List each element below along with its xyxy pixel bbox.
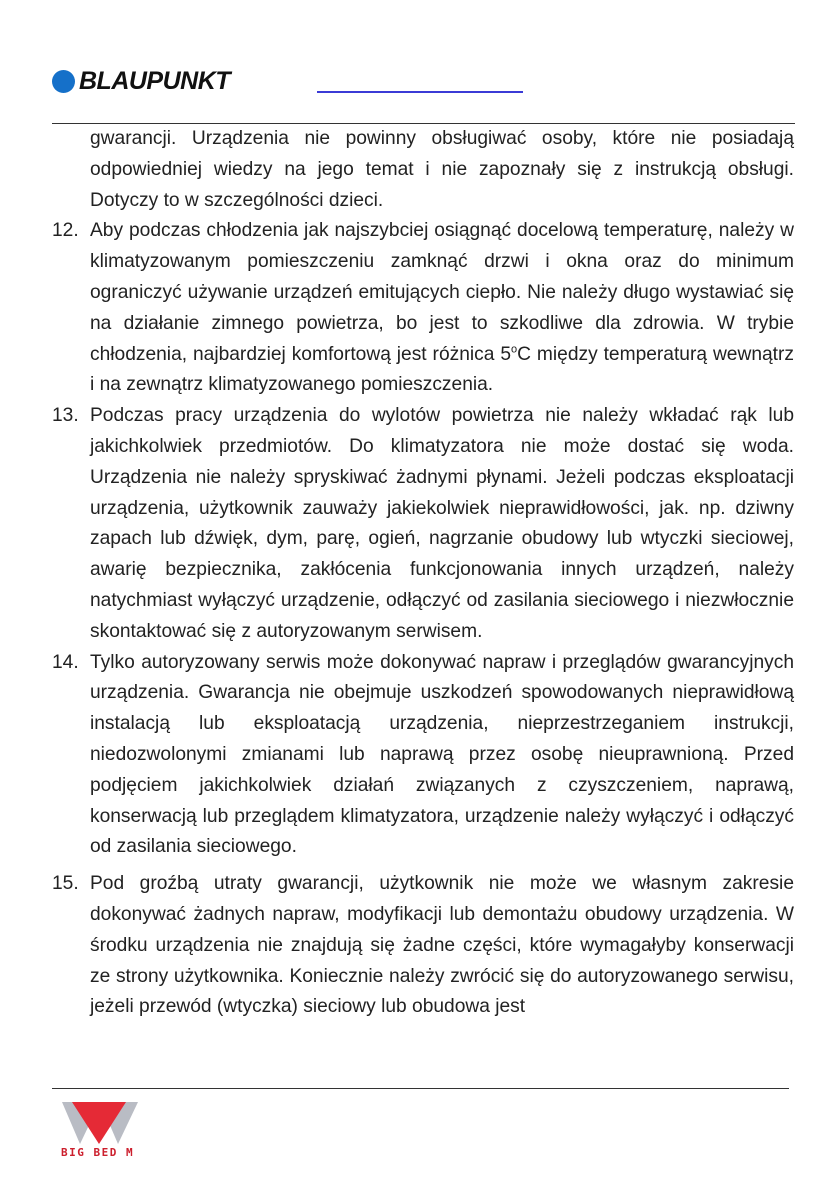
item-text: Pod groźbą utraty gwarancji, użytkownik nie może we własnym zakresie dokonywać żadnych napraw, modyfikacji lub demontażu obudowy urządzenia. W środku urządzenia nie znajdują się żadne części, które wymagałyby konserwacji ze strony użytkownika. Koniecznie należy zwrócić się do autoryzowanego serwisu, jeżeli przewód (wtyczka) sieciowy lub obudowa jest bbox=[90, 873, 794, 1018]
continuation-paragraph: gwarancji. Urządzenia nie powinny obsługiwać osoby, które nie posiadają odpowiedniej wiedzy na jego temat i nie zapoznały się z instrukcją obsługi. Dotyczy to w szczególności dzieci. bbox=[90, 128, 794, 211]
brand-logo-dot bbox=[52, 70, 75, 93]
footer-divider bbox=[52, 1088, 789, 1089]
item-text: Podczas pracy urządzenia do wylotów powietrza nie należy wkładać rąk lub jakichkolwiek przedmiotów. Do klimatyzatora nie może dostać się woda. Urządzenia nie należy spryskiwać żadnymi płynami. Jeżeli podczas eksploatacji urządzenia, użytkownik zauważy jakiekolwiek nieprawidłowości, jak. np. dziwny zapach lub dźwięk, dym, parę, ogień, nagrzanie obudowy lub wtyczki sieciowej, awarię bezpiecznika, zakłócenia funkcjonowania innych urządzeń, należy natychmiast wyłączyć urządzenie, odłączyć od zasilania sieciowego i niezwłocznie skontaktować się z autoryzowanym serwisem. bbox=[90, 405, 794, 642]
page-content bbox=[52, 124, 794, 1023]
item-number: 13. bbox=[52, 405, 79, 427]
item-text-part1: Aby podczas chłodzenia jak najszybciej osiągnąć docelową temperaturę, należy w klimatyzowanym pomieszczeniu zamknąć drzwi i okna oraz do minimum ograniczyć używanie urządzeń emitujących ciepło. Nie należy długo wystawiać się na działanie zimnego powietrza, bo jest to szkodliwe dla zdrowia. W trybie chłodzenia, najbardziej komfortową jest różnica 5 bbox=[90, 220, 794, 365]
item-text-part2: C między temperaturą wewnątrz i na zewnątrz klimatyzowanego pomieszczenia. bbox=[90, 343, 794, 396]
item-number: 12. bbox=[52, 220, 79, 242]
degree-sup: o bbox=[511, 343, 518, 356]
page-header bbox=[52, 66, 812, 106]
header-link-underline[interactable] bbox=[317, 91, 523, 93]
footer-logo-text: BIG BED M bbox=[61, 1146, 135, 1159]
item-number: 15. bbox=[52, 873, 79, 895]
list-item-13 bbox=[52, 401, 794, 647]
list-item-15 bbox=[52, 869, 794, 1023]
item-number: 14. bbox=[52, 651, 79, 673]
list-item-12 bbox=[52, 216, 794, 401]
brand-logo-text: BLAUPUNKT bbox=[79, 67, 231, 95]
item-text: Tylko autoryzowany serwis może dokonywać napraw i przeglądów gwarancyjnych urządzenia. Gwarancja nie obejmuje uszkodzeń spowodowanych nieprawidłową instalacją lub eksploatacją urządzenia, nieprzestrzeganiem instrukcji, niedozwolonymi zmianami lub naprawą przez osobę nieuprawnioną. Przed podjęciem jakichkolwiek działań związanych z czyszczeniem, naprawą, konserwacją lub przeglądem klimatyzatora, urządzenie należy wyłączyć i odłączyć od zasilania sieciowego. bbox=[90, 651, 794, 858]
list-item-14 bbox=[52, 648, 794, 864]
